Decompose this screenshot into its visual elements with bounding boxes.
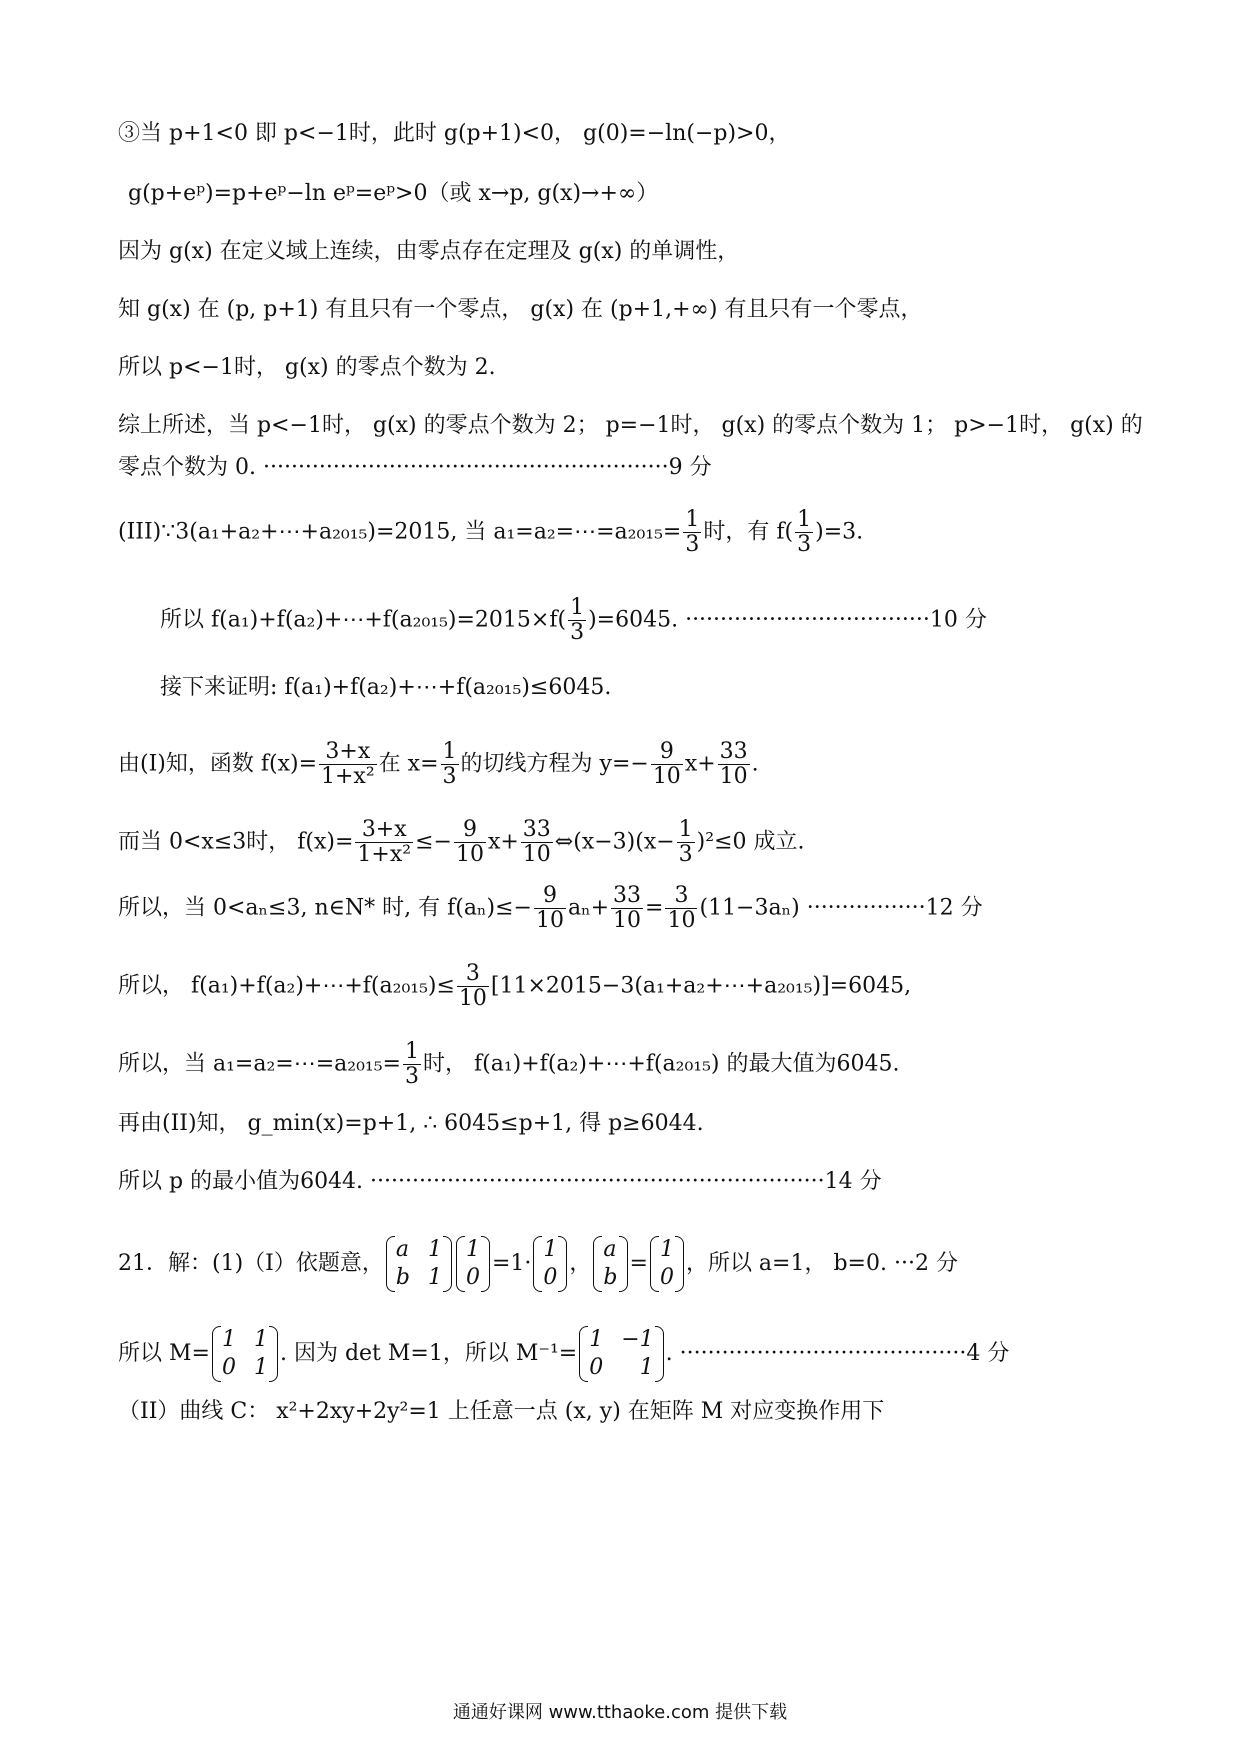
numerator: 1 (442, 739, 457, 764)
denominator: 3 (678, 842, 693, 867)
text-line: 综上所述，当 p<−1时， g(x) 的零点个数为 2； p=−1时， g(x) 的零点个数为 1； p>−1时， g(x) 的 (118, 413, 1143, 438)
numerator: 9 (454, 818, 486, 843)
text-segment: 所以 f(a₁)+f(a₂)+⋯+f(a₂₀₁₅)=2015×f( (160, 607, 567, 633)
fraction (534, 884, 566, 933)
text-segment: 在 x= (378, 751, 439, 777)
page-footer: 通通好课网 www.tthaoke.com 提供下载 (452, 1702, 788, 1723)
vector-10 (533, 1236, 567, 1292)
denominator: 10 (719, 764, 748, 789)
text-line: 知 g(x) 在 (p, p+1) 有且只有一个零点， g(x) 在 (p+1,+∞) 有且只有一个零点， (118, 297, 923, 322)
matrix-cell: a (603, 1237, 617, 1262)
denominator: 1+x² (321, 764, 375, 789)
matrix-cell: 1 (253, 1327, 268, 1352)
denominator: 10 (652, 764, 681, 789)
denominator: 3 (405, 1064, 419, 1089)
fraction (403, 1040, 421, 1089)
numerator: 3+x (355, 818, 413, 843)
matrix-cell: b (603, 1265, 618, 1290)
text-segment: ⇔(x−3)(x− (554, 829, 675, 855)
text-segment: (III)∵3(a₁+a₂+⋯+a₂₀₁₅)=2015, 当 a₁=a₂=⋯=a₂₀₁₅= (118, 519, 682, 545)
equation-line (118, 1236, 1130, 1292)
matrix-cell: 0 (221, 1355, 236, 1380)
matrix-cell: b (395, 1265, 410, 1290)
numerator: 1 (685, 507, 700, 532)
matrix-cell: 0 (543, 1265, 558, 1290)
equation-line (160, 596, 1130, 645)
fraction (611, 884, 643, 933)
text-segment: 所以， f(a₁)+f(a₂)+⋯+f(a₂₀₁₅)≤ (118, 973, 455, 999)
text-segment: . 因为 det M=1，所以 M⁻¹= (279, 1341, 578, 1366)
numerator: 33 (719, 739, 748, 764)
equation-line (118, 1326, 1130, 1382)
denominator: 10 (455, 842, 484, 867)
fraction (718, 740, 750, 789)
denominator: 1+x² (357, 842, 412, 867)
text-segment: )²≤0 成立. (696, 829, 805, 855)
text-segment: )=6045. ···································10 分 (588, 607, 987, 633)
equation-line (118, 740, 1130, 789)
denominator: 3 (797, 532, 812, 557)
fraction (441, 740, 459, 789)
equation-line (118, 508, 1130, 557)
equation-line (118, 884, 1130, 933)
matrix-ab11 (386, 1236, 452, 1292)
text-segment: 时， f(a₁)+f(a₂)+⋯+f(a₂₀₁₅) 的最大值为6045. (423, 1051, 900, 1077)
fraction (795, 508, 813, 557)
text-segment: ≤− (415, 829, 452, 855)
fraction (454, 818, 486, 867)
denominator: 10 (535, 908, 564, 933)
text-line: 因为 g(x) 在定义域上连续，由零点存在定理及 g(x) 的单调性， (118, 239, 740, 264)
fraction (319, 740, 377, 789)
numerator: 33 (613, 883, 642, 908)
vector-10 (456, 1236, 490, 1292)
fraction (677, 818, 695, 867)
matrix-cell: 1 (465, 1237, 480, 1262)
text-segment: = (629, 1251, 648, 1276)
text-line: 所以 p<−1时， g(x) 的零点个数为 2. (118, 355, 496, 380)
matrix-M (212, 1326, 278, 1382)
text-segment: 由(I)知，函数 f(x)= (118, 751, 317, 777)
fraction (457, 962, 489, 1011)
matrix-cell: 1 (639, 1355, 654, 1380)
text-segment: 而当 0<x≤3时， f(x)= (118, 829, 354, 855)
text-segment: 所以，当 a₁=a₂=⋯=a₂₀₁₅= (118, 1051, 401, 1077)
text-segment: ， (569, 1251, 592, 1276)
text-line: 接下来证明: f(a₁)+f(a₂)+⋯+f(a₂₀₁₅)≤6045. (160, 675, 612, 700)
text-segment: [11×2015−3(a₁+a₂+⋯+a₂₀₁₅)]=6045, (490, 973, 912, 999)
numerator: 1 (797, 507, 812, 532)
equation-line (118, 962, 1130, 1011)
fraction (683, 508, 701, 557)
text-segment: . (751, 751, 759, 777)
matrix-M-inverse (579, 1326, 663, 1382)
matrix-cell: 1 (427, 1237, 442, 1262)
matrix-cell: 1 (221, 1327, 236, 1352)
matrix-cell: a (395, 1237, 409, 1262)
matrix-cell: 1 (659, 1237, 674, 1262)
text-line: 所以 p 的最小值为6044. ·································································14 分 (118, 1169, 882, 1194)
denominator: 10 (458, 986, 487, 1011)
text-segment: 所以，当 0<aₙ≤3, n∈N* 时, 有 f(aₙ)≤− (118, 895, 532, 921)
fraction (521, 818, 553, 867)
vector-ab (593, 1236, 627, 1292)
fraction (665, 884, 697, 933)
text-segment: = (645, 895, 664, 921)
denominator: 3 (685, 532, 700, 557)
denominator: 10 (613, 908, 642, 933)
text-line: ③当 p+1<0 即 p<−1时，此时 g(p+1)<0， g(0)=−ln(−p)>0， (118, 121, 791, 146)
matrix-cell: 1 (253, 1355, 268, 1380)
fraction (651, 740, 683, 789)
denominator: 3 (570, 620, 585, 645)
text-segment: =1· (491, 1251, 532, 1276)
numerator: 1 (570, 595, 585, 620)
matrix-cell: 1 (543, 1237, 558, 1262)
numerator: 9 (651, 740, 683, 765)
text-segment: 所以 M= (118, 1341, 210, 1366)
text-segment: )=3. (815, 519, 864, 545)
numerator: 33 (522, 817, 551, 842)
text-segment: 的切线方程为 y=− (460, 751, 649, 777)
numerator: 9 (534, 884, 566, 909)
fraction (568, 596, 586, 645)
text-line: g(p+eᵖ)=p+eᵖ−ln eᵖ=eᵖ>0（或 x→p, g(x)→+∞） (128, 181, 659, 206)
text-segment: x+ (684, 751, 716, 777)
matrix-cell: −1 (621, 1327, 654, 1352)
text-segment: ，所以 a=1， b=0. ···2 分 (685, 1251, 958, 1276)
numerator: 3 (665, 884, 697, 909)
text-line: 再由(II)知， g_min(x)=p+1, ∴ 6045≤p+1, 得 p≥6044. (118, 1111, 704, 1136)
numerator: 3+x (319, 740, 377, 765)
matrix-cell: 0 (465, 1265, 480, 1290)
matrix-cell: 1 (427, 1265, 442, 1290)
text-segment: 21．解：(1)（I）依题意， (118, 1251, 384, 1276)
text-segment: (11−3aₙ) ·················12 分 (699, 895, 983, 921)
denominator: 3 (442, 764, 457, 789)
fraction (355, 818, 413, 867)
vector-10 (650, 1236, 684, 1292)
text-segment: aₙ+ (567, 895, 610, 921)
denominator: 10 (667, 908, 696, 933)
numerator: 3 (457, 962, 489, 987)
text-line: 零点个数为 0. ··························································9 分 (118, 455, 712, 480)
numerator: 1 (405, 1039, 419, 1064)
text-line: （II）曲线 C： x²+2xy+2y²=1 上任意一点 (x, y) 在矩阵 M 对应变换作用下 (118, 1399, 885, 1424)
text-segment: . ·········································4 分 (665, 1341, 1010, 1366)
text-segment: 时，有 f( (703, 519, 794, 545)
text-segment: x+ (487, 829, 519, 855)
matrix-cell: 0 (659, 1265, 674, 1290)
equation-line (118, 818, 1130, 867)
matrix-cell: 1 (589, 1327, 604, 1352)
numerator: 1 (678, 817, 693, 842)
denominator: 10 (522, 842, 551, 867)
matrix-cell: 0 (589, 1355, 604, 1380)
equation-line (118, 1040, 1130, 1089)
